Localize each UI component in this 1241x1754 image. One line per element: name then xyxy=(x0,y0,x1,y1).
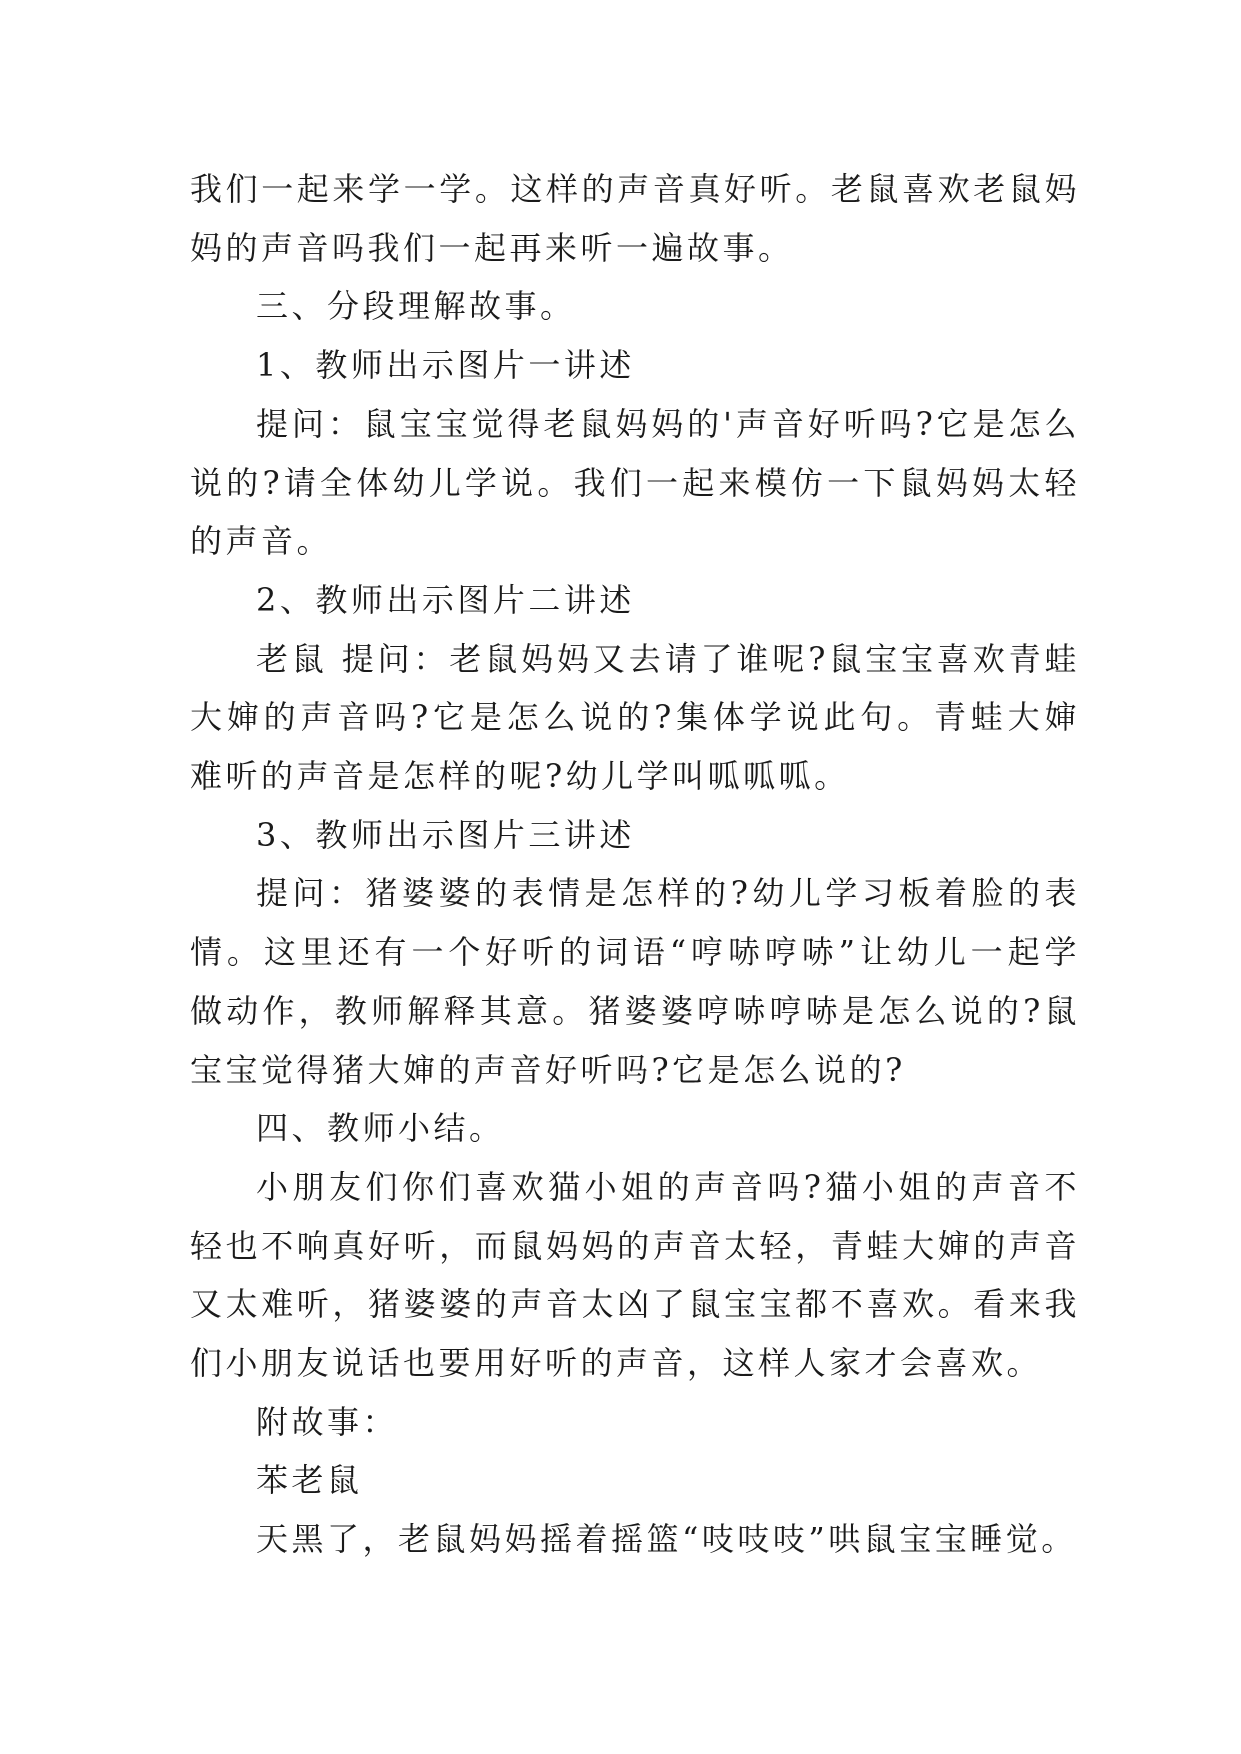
appendix-label: 附故事： xyxy=(256,1402,399,1441)
section-heading-4: 四、教师小结。 xyxy=(256,1109,505,1148)
paragraph-question-2: 老鼠 提问：老鼠妈妈又去请了谁呢?鼠宝宝喜欢青蛙大婶的声音吗?它是怎么说的?集体学说此句。青蛙大婶难听的声音是怎样的呢?幼儿学叫呱呱呱。 xyxy=(190,639,1080,796)
step-heading-2: 2、教师出示图片二讲述 xyxy=(256,580,635,619)
paragraph-question-1: 提问：鼠宝宝觉得老鼠妈妈的'声音好听吗?它是怎么说的?请全体幼儿学说。我们一起来模仿一下鼠妈妈太轻的声音。 xyxy=(190,404,1080,561)
step-heading-3: 3、教师出示图片三讲述 xyxy=(256,815,635,854)
section-heading-3: 三、分段理解故事。 xyxy=(256,287,576,326)
document-body xyxy=(190,160,1080,1569)
paragraph-question-3: 提问：猪婆婆的表情是怎样的?幼儿学习板着脸的表情。这里还有一个好听的词语“哼哧哼哧”让幼儿一起学做动作，教师解释其意。猪婆婆哼哧哼哧是怎么说的?鼠宝宝觉得猪大婶的声音好听吗?它是怎么说的? xyxy=(190,874,1080,1089)
paragraph-summary: 小朋友们你们喜欢猫小姐的声音吗?猫小姐的声音不轻也不响真好听，而鼠妈妈的声音太轻，青蛙大婶的声音又太难听，猪婆婆的声音太凶了鼠宝宝都不喜欢。看来我们小朋友说话也要用好听的声音，这样人家才会喜欢。 xyxy=(190,1167,1080,1383)
story-title: 苯老鼠 xyxy=(256,1461,363,1500)
story-paragraph-1: 天黑了，老鼠妈妈摇着摇篮“吱吱吱”哄鼠宝宝睡觉。 xyxy=(256,1520,1077,1559)
step-heading-1: 1、教师出示图片一讲述 xyxy=(256,346,635,385)
paragraph-1: 我们一起来学一学。这样的声音真好听。老鼠喜欢老鼠妈妈的声音吗我们一起再来听一遍故事。 xyxy=(190,170,1080,267)
